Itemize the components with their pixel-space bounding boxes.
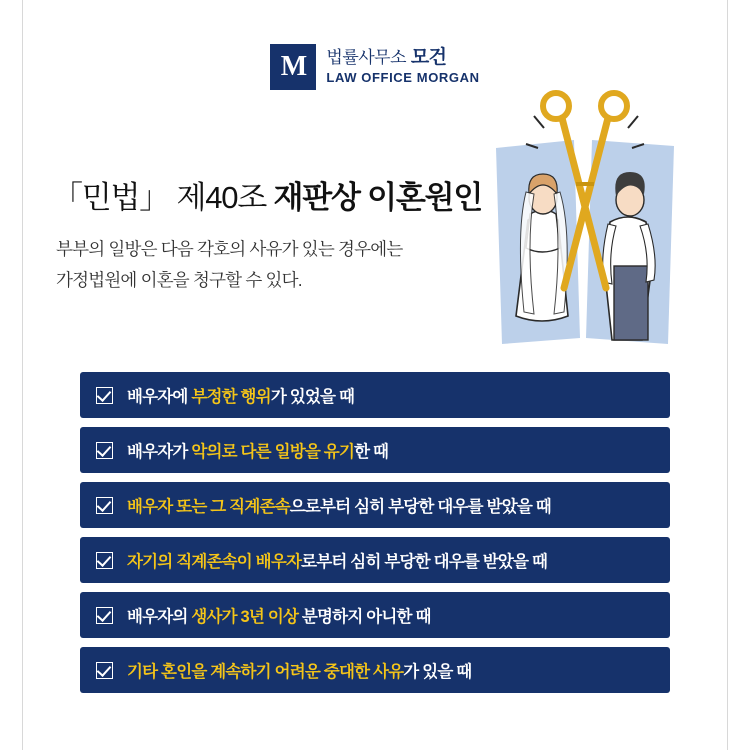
frame-line-right bbox=[727, 0, 728, 750]
brand-logo bbox=[0, 44, 750, 90]
list-item-text: 배우자에 bbox=[127, 388, 192, 406]
list-item-emphasis: 기타 혼인을 계속하기 어려운 중대한 사유 bbox=[127, 663, 404, 681]
checkbox-checked-icon bbox=[96, 497, 113, 514]
checkbox-checked-icon bbox=[96, 662, 113, 679]
list-item-label bbox=[127, 383, 354, 407]
page-title-main: 재판상 이혼원인 bbox=[273, 180, 483, 215]
brand-name-ko bbox=[326, 48, 479, 69]
list-item-emphasis: 악의로 다른 일방을 유기 bbox=[191, 443, 355, 461]
list-item-text: 가 있었을 때 bbox=[270, 388, 355, 406]
list-item bbox=[80, 592, 670, 638]
list-item-text: 분명하지 아니한 때 bbox=[298, 608, 431, 626]
list-item-text: 배우자의 bbox=[127, 608, 192, 626]
list-item-text: 배우자가 bbox=[127, 443, 192, 461]
page-title-law: 「민법」 제40조 bbox=[52, 180, 274, 215]
checkbox-checked-icon bbox=[96, 607, 113, 624]
list-item bbox=[80, 482, 670, 528]
list-item-label bbox=[127, 548, 547, 572]
list-item bbox=[80, 537, 670, 583]
page-subtitle-line-2: 가정법원에 이혼을 청구할 수 있다. bbox=[56, 269, 302, 290]
list-item-label bbox=[127, 438, 388, 462]
list-item-text: 한 때 bbox=[354, 443, 389, 461]
list-item-label bbox=[127, 493, 551, 517]
list-item-emphasis: 생사가 3년 이상 bbox=[191, 608, 299, 626]
page-title bbox=[52, 172, 482, 217]
list-item-text: 로부터 심히 부당한 대우를 받았을 때 bbox=[301, 553, 548, 571]
brand-name-ko-prefix: 법률사무소 bbox=[326, 48, 407, 68]
brand-name-en: LAW OFFICE MORGAN bbox=[326, 70, 480, 86]
frame-line-left bbox=[22, 0, 23, 750]
logo-monogram-letter: M bbox=[280, 51, 307, 82]
checkbox-checked-icon bbox=[96, 442, 113, 459]
page-subtitle bbox=[56, 234, 402, 295]
list-item-emphasis: 부정한 행위 bbox=[191, 388, 271, 406]
list-item-text: 가 있을 때 bbox=[403, 663, 472, 681]
list-item-emphasis: 자기의 직계존속이 배우자 bbox=[127, 553, 302, 571]
checkbox-checked-icon bbox=[96, 552, 113, 569]
illustration bbox=[488, 88, 698, 348]
list-item-label bbox=[127, 603, 431, 627]
reasons-list bbox=[80, 372, 670, 702]
list-item bbox=[80, 372, 670, 418]
list-item-emphasis: 배우자 또는 그 직계존속 bbox=[127, 498, 290, 516]
checkbox-checked-icon bbox=[96, 387, 113, 404]
list-item-label bbox=[127, 658, 471, 682]
page-subtitle-line-1: 부부의 일방은 다음 각호의 사유가 있는 경우에는 bbox=[56, 239, 403, 259]
list-item bbox=[80, 647, 670, 693]
brand-name-ko-main: 모건 bbox=[410, 47, 447, 69]
list-item bbox=[80, 427, 670, 473]
list-item-text: 으로부터 심히 부당한 대우를 받았을 때 bbox=[289, 498, 551, 516]
logo-monogram-icon bbox=[270, 44, 316, 90]
